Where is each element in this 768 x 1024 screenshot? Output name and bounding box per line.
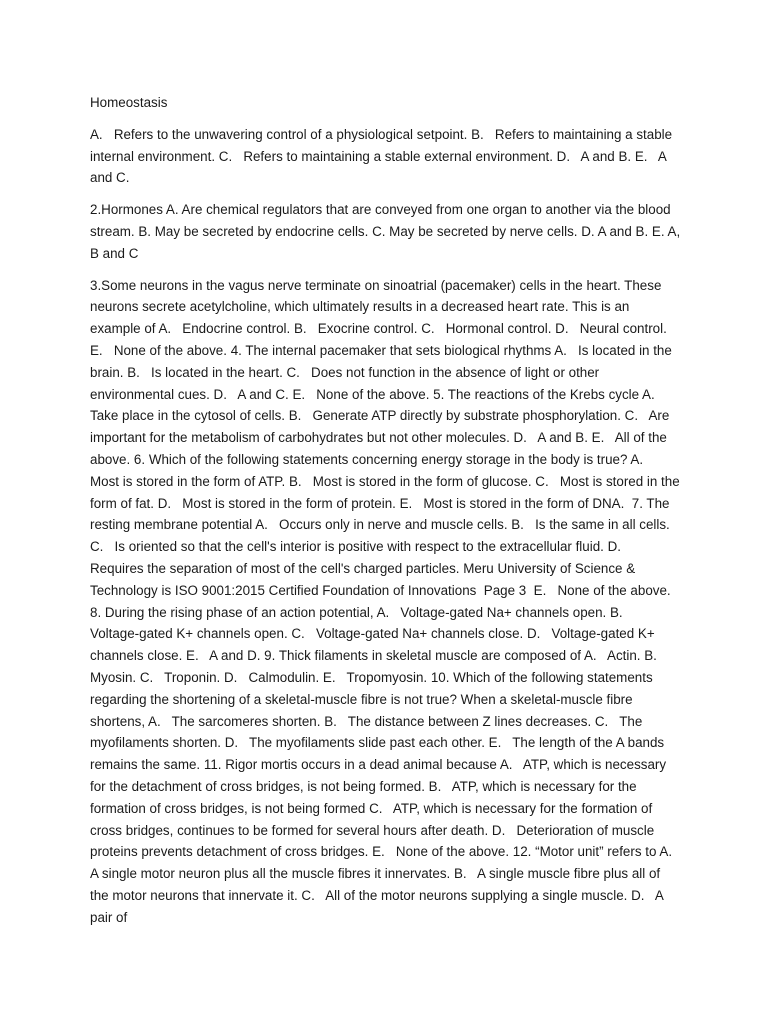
paragraph-question-2: 2.Hormones A. Are chemical regulators that are conveyed from one organ to another via the blood stream. B. May be secreted by endocrine cells. C. May be secreted by nerve cells. D. A and B. E. A, B and C [90,202,684,261]
paragraph-question-1: A. Refers to the unwavering control of a physiological setpoint. B. Refers to maintaining a stable internal environment. C. Refers to maintaining a stable external environment. D. A and B. E. A and C. [90,126,676,186]
document-title: Homeostasis [90,95,168,110]
paragraph-questions-3-12: 3.Some neurons in the vagus nerve terminate on sinoatrial (pacemaker) cells in the heart. These neurons secrete acetylcholine, which ultimately results in a decreased heart rate. This is an example of A. Endocrine control. B. Exocrine control. C. Hormonal control. D. Neural control. E. None of the above. 4. The internal pacemaker that sets biological rhythms A. Is located in the brain. B. Is located in the heart. C. Does not function in the absence of light or other environmental cues. D. A and C. E. None of the above. 5. The reactions of the Krebs cycle A. Take place in the cytosol of cells. B. Generate ATP directly by substrate phosphorylation. C. Are important for the metabolism of carbohydrates but not other molecules. D. A and B. E. All of the above. 6. Which of the following statements concerning energy storage in the body is true? A. Most is stored in the form of ATP. B. Most is stored in the form of glucose. C. Most is stored in the form of fat. D. Most is stored in the form of protein. E. Most is stored in the form of DNA. 7. The resting membrane potential A. Occurs only in nerve and muscle cells. B. Is the same in all cells. C. Is oriented so that the cell's interior is positive with respect to the extracellular fluid. D. Requires the separation of most of the cell's charged particles. Meru University of Science & Technology is ISO 9001:2015 Certified Foundation of Innovations Page 3 E. None of the above. 8. During the rising phase of an action potential, A. Voltage-gated Na+ channels open. B. Voltage-gated K+ channels open. C. Voltage-gated Na+ channels close. D. Voltage-gated K+ channels close. E. A and D. 9. Thick filaments in skeletal muscle are composed of A. Actin. B. Myosin. C. Troponin. D. Calmodulin. E. Tropomyosin. 10. Which of the following statements regarding the shortening of a skeletal-muscle fibre is not true? When a skeletal-muscle fibre shortens, A. The sarcomeres shorten. B. The distance between Z lines decreases. C. The myofilaments shorten. D. The myofilaments slide past each other. E. The length of the A bands remains the same. 11. Rigor mortis occurs in a dead animal because A. ATP, which is necessary for the detachment of cross bridges, is not being formed. B. ATP, which is necessary for the formation of cross bridges, is not being formed C. ATP, which is necessary for the formation of cross bridges, continues to be formed for several hours after death. D. Deterioration of muscle proteins prevents detachment of cross bridges. E. None of the above. 12. “Motor unit” refers to A. A single motor neuron plus all the muscle fibres it innervates. B. A single muscle fibre plus all of the motor neurons that innervate it. C. All of the motor neurons supplying a single muscle. D. A pair of [90,277,684,925]
document-page [90,92,682,938]
